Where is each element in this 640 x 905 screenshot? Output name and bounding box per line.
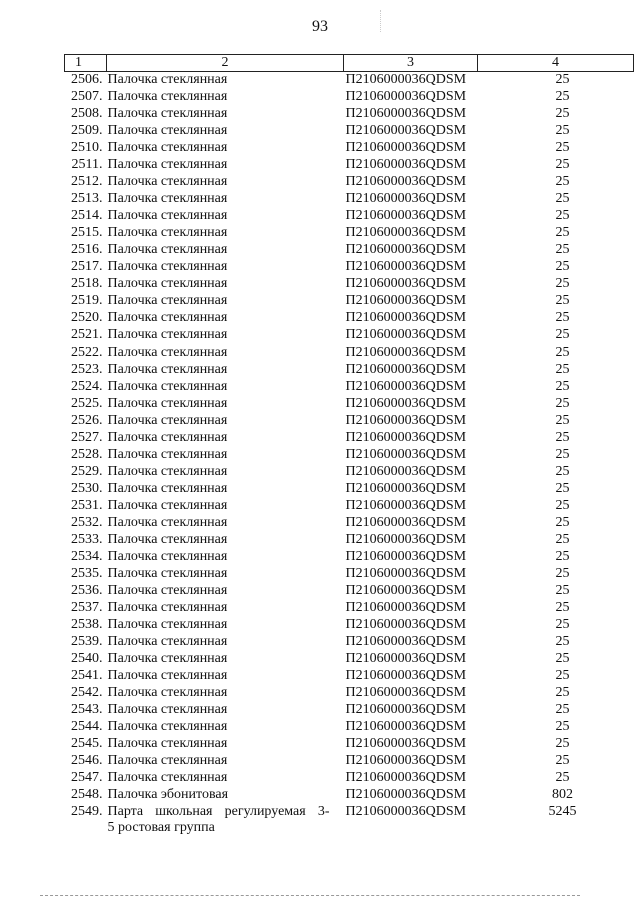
item-code: П2106000036QDSM <box>345 157 467 173</box>
row-number: 2523. <box>71 361 103 377</box>
item-code: П2106000036QDSM <box>345 106 467 122</box>
table-row <box>65 310 634 327</box>
item-name: Палочка стеклянная <box>107 651 228 667</box>
item-quantity: 25 <box>555 702 570 718</box>
item-code: П2106000036QDSM <box>345 787 467 803</box>
item-name: Палочка стеклянная <box>107 514 228 530</box>
item-quantity: 5245 <box>548 804 577 820</box>
table-row <box>65 174 634 191</box>
item-name: Палочка стеклянная <box>107 617 228 632</box>
item-quantity: 25 <box>555 565 570 581</box>
row-number: 2533. <box>71 531 103 547</box>
table-row <box>65 719 634 736</box>
item-quantity: 25 <box>555 395 570 411</box>
item-quantity: 25 <box>555 310 570 326</box>
item-name: Палочка стеклянная <box>107 702 228 718</box>
item-name: Палочка стеклянная <box>107 753 228 769</box>
item-code: П2106000036QDSM <box>345 753 467 769</box>
item-code: П2106000036QDSM <box>345 685 467 701</box>
item-name: Палочка стеклянная <box>107 276 228 292</box>
table-row <box>65 515 634 532</box>
item-code: П2106000036QDSM <box>345 242 467 258</box>
row-number: 2521. <box>71 327 103 343</box>
item-code: П2106000036QDSM <box>345 259 467 275</box>
row-number: 2513. <box>71 191 103 207</box>
table-row <box>65 549 634 566</box>
table-row <box>65 208 634 225</box>
table-row <box>65 736 634 753</box>
row-number: 2536. <box>71 582 103 598</box>
item-name: Палочка стеклянная <box>107 582 228 598</box>
item-code: П2106000036QDSM <box>345 208 467 224</box>
item-code: П2106000036QDSM <box>345 804 467 820</box>
table-row <box>65 396 634 413</box>
item-code: П2106000036QDSM <box>345 480 467 496</box>
row-number: 2512. <box>71 174 103 190</box>
item-quantity: 25 <box>555 651 570 667</box>
item-name: Палочка стеклянная <box>107 463 228 479</box>
row-number: 2545. <box>71 736 103 752</box>
item-code: П2106000036QDSM <box>345 599 467 615</box>
row-number: 2537. <box>71 599 103 615</box>
item-quantity: 25 <box>555 259 570 275</box>
row-number: 2531. <box>71 497 103 513</box>
table-row <box>65 668 634 685</box>
item-code: П2106000036QDSM <box>345 140 467 156</box>
row-number: 2519. <box>71 293 103 309</box>
item-name: Палочка стеклянная <box>107 327 228 343</box>
item-quantity: 25 <box>555 293 570 309</box>
item-code: П2106000036QDSM <box>345 310 467 326</box>
item-name: Палочка стеклянная <box>107 242 228 258</box>
table-row <box>65 89 634 106</box>
table-row <box>65 276 634 293</box>
item-name: Палочка стеклянная <box>107 634 228 650</box>
item-name: Палочка стеклянная <box>107 497 228 513</box>
item-quantity: 25 <box>555 480 570 496</box>
item-code: П2106000036QDSM <box>345 446 467 462</box>
table-row <box>65 242 634 259</box>
item-code: П2106000036QDSM <box>345 344 467 360</box>
item-code: П2106000036QDSM <box>345 651 467 667</box>
item-code: П2106000036QDSM <box>345 123 467 139</box>
table-row <box>65 685 634 702</box>
item-name: Палочка стеклянная <box>107 225 228 241</box>
table-row <box>65 293 634 310</box>
item-quantity: 25 <box>555 599 570 615</box>
row-number: 2524. <box>71 378 103 394</box>
item-quantity: 25 <box>555 548 570 564</box>
item-name: Палочка стеклянная <box>107 310 228 326</box>
row-number: 2539. <box>71 634 103 650</box>
item-quantity: 25 <box>555 514 570 530</box>
item-quantity: 25 <box>555 242 570 258</box>
item-code: П2106000036QDSM <box>345 327 467 343</box>
item-code: П2106000036QDSM <box>345 412 467 428</box>
row-number: 2507. <box>71 89 103 105</box>
table-header <box>65 55 634 72</box>
item-name: Палочка стеклянная <box>107 208 228 224</box>
row-number: 2535. <box>71 565 103 581</box>
item-quantity: 802 <box>552 787 573 803</box>
item-code: П2106000036QDSM <box>345 565 467 581</box>
table-row <box>65 430 634 447</box>
item-name: Палочка стеклянная <box>107 174 228 190</box>
row-number: 2517. <box>71 259 103 275</box>
column-header-4: 4 <box>478 55 634 72</box>
item-code: П2106000036QDSM <box>345 668 467 684</box>
item-code: П2106000036QDSM <box>345 293 467 309</box>
item-quantity: 25 <box>555 770 570 786</box>
table-row <box>65 259 634 276</box>
item-code: П2106000036QDSM <box>345 719 467 735</box>
table-row <box>65 464 634 481</box>
table-row <box>65 327 634 344</box>
item-name: Палочка стеклянная <box>107 599 228 615</box>
item-code: П2106000036QDSM <box>345 276 467 292</box>
column-header-1: 1 <box>65 55 107 72</box>
item-code: П2106000036QDSM <box>345 634 467 650</box>
table-row <box>65 804 634 838</box>
row-number: 2528. <box>71 446 103 462</box>
table-row <box>65 157 634 174</box>
item-name: Палочка стеклянная <box>107 668 228 684</box>
bottom-scan-rule <box>40 895 580 896</box>
row-number: 2511. <box>71 157 103 173</box>
table-row <box>65 566 634 583</box>
item-code: П2106000036QDSM <box>345 617 467 632</box>
table-row <box>65 583 634 600</box>
item-name: Палочка стеклянная <box>107 157 228 173</box>
table-row <box>65 225 634 242</box>
item-quantity: 25 <box>555 463 570 479</box>
column-header-3: 3 <box>344 55 478 72</box>
table-row <box>65 379 634 396</box>
item-code: П2106000036QDSM <box>345 191 467 207</box>
table-row <box>65 498 634 515</box>
table-row <box>65 413 634 430</box>
item-name: Палочка стеклянная <box>107 719 228 735</box>
row-number: 2548. <box>71 787 103 803</box>
row-number: 2543. <box>71 702 103 718</box>
item-quantity: 25 <box>555 497 570 513</box>
item-code: П2106000036QDSM <box>345 514 467 530</box>
row-number: 2525. <box>71 395 103 411</box>
row-number: 2541. <box>71 668 103 684</box>
item-quantity: 25 <box>555 753 570 769</box>
item-quantity: 25 <box>555 719 570 735</box>
item-name: Палочка стеклянная <box>107 72 228 87</box>
table-row <box>65 191 634 208</box>
table-body <box>65 72 634 839</box>
column-header-2: 2 <box>107 55 344 72</box>
row-number: 2516. <box>71 242 103 258</box>
row-number: 2547. <box>71 770 103 786</box>
table-row <box>65 72 634 90</box>
item-name: Палочка стеклянная <box>107 685 228 701</box>
item-name <box>107 804 344 838</box>
item-code: П2106000036QDSM <box>345 72 467 87</box>
row-number: 2544. <box>71 719 103 735</box>
item-code: П2106000036QDSM <box>345 395 467 411</box>
item-quantity: 25 <box>555 446 570 462</box>
item-name-line-1: Парта школьная регулируемая 3- <box>107 804 330 820</box>
item-name: Палочка стеклянная <box>107 412 228 428</box>
item-code: П2106000036QDSM <box>345 736 467 752</box>
row-number: 2508. <box>71 106 103 122</box>
item-quantity: 25 <box>555 378 570 394</box>
row-number: 2530. <box>71 480 103 496</box>
item-code: П2106000036QDSM <box>345 702 467 718</box>
table-row <box>65 481 634 498</box>
item-quantity: 25 <box>555 225 570 241</box>
item-quantity: 25 <box>555 106 570 122</box>
item-quantity: 25 <box>555 361 570 377</box>
item-name: Палочка стеклянная <box>107 565 228 581</box>
item-code: П2106000036QDSM <box>345 582 467 598</box>
item-code: П2106000036QDSM <box>345 463 467 479</box>
item-quantity: 25 <box>555 140 570 156</box>
row-number: 2532. <box>71 514 103 530</box>
table-row <box>65 140 634 157</box>
row-number: 2526. <box>71 412 103 428</box>
item-code: П2106000036QDSM <box>345 361 467 377</box>
table-row <box>65 753 634 770</box>
item-quantity: 25 <box>555 429 570 445</box>
item-name: Палочка стеклянная <box>107 140 228 156</box>
item-name: Палочка стеклянная <box>107 259 228 275</box>
item-name: Палочка стеклянная <box>107 123 228 139</box>
table-row <box>65 106 634 123</box>
table-row <box>65 651 634 668</box>
item-name: Палочка стеклянная <box>107 106 228 122</box>
row-number: 2515. <box>71 225 103 241</box>
item-quantity: 25 <box>555 327 570 343</box>
item-name: Палочка стеклянная <box>107 736 228 752</box>
page-number: 93 <box>312 18 328 35</box>
item-code: П2106000036QDSM <box>345 497 467 513</box>
item-name: Палочка стеклянная <box>107 770 228 786</box>
row-number: 2540. <box>71 651 103 667</box>
table-row <box>65 617 634 634</box>
items-table <box>64 54 634 838</box>
row-number: 2527. <box>71 429 103 445</box>
table-row <box>65 532 634 549</box>
item-quantity: 25 <box>555 72 570 87</box>
item-quantity: 25 <box>555 685 570 701</box>
item-code: П2106000036QDSM <box>345 770 467 786</box>
table-row <box>65 362 634 379</box>
item-code: П2106000036QDSM <box>345 548 467 564</box>
table-row <box>65 345 634 362</box>
item-name: Палочка стеклянная <box>107 89 228 105</box>
row-number: 2514. <box>71 208 103 224</box>
item-quantity: 25 <box>555 174 570 190</box>
item-quantity: 25 <box>555 344 570 360</box>
item-name: Палочка стеклянная <box>107 344 228 360</box>
item-quantity: 25 <box>555 617 570 632</box>
item-name: Палочка стеклянная <box>107 395 228 411</box>
item-quantity: 25 <box>555 582 570 598</box>
row-number: 2518. <box>71 276 103 292</box>
row-number: 2509. <box>71 123 103 139</box>
item-code: П2106000036QDSM <box>345 174 467 190</box>
table-row <box>65 123 634 140</box>
row-number: 2549. <box>71 804 103 820</box>
item-quantity: 25 <box>555 157 570 173</box>
item-name: Палочка стеклянная <box>107 378 228 394</box>
item-quantity: 25 <box>555 531 570 547</box>
item-quantity: 25 <box>555 634 570 650</box>
row-number: 2520. <box>71 310 103 326</box>
table-row <box>65 447 634 464</box>
row-number: 2522. <box>71 344 103 360</box>
row-number: 2506. <box>71 72 103 87</box>
item-name: Палочка стеклянная <box>107 429 228 445</box>
table-row <box>65 702 634 719</box>
item-quantity: 25 <box>555 208 570 224</box>
item-name: Палочка стеклянная <box>107 191 228 207</box>
row-number: 2546. <box>71 753 103 769</box>
row-number: 2510. <box>71 140 103 156</box>
item-name: Палочка стеклянная <box>107 548 228 564</box>
item-code: П2106000036QDSM <box>345 531 467 547</box>
row-number: 2529. <box>71 463 103 479</box>
item-quantity: 25 <box>555 736 570 752</box>
item-name: Палочка эбонитовая <box>107 787 229 803</box>
table-row <box>65 770 634 787</box>
item-quantity: 25 <box>555 276 570 292</box>
table-row <box>65 634 634 651</box>
table-row <box>65 787 634 804</box>
item-name-line-2: 5 ростовая группа <box>107 820 215 836</box>
item-quantity: 25 <box>555 412 570 428</box>
item-code: П2106000036QDSM <box>345 89 467 105</box>
item-name: Палочка стеклянная <box>107 480 228 496</box>
row-number: 2538. <box>71 617 103 632</box>
item-name: Палочка стеклянная <box>107 446 228 462</box>
item-code: П2106000036QDSM <box>345 225 467 241</box>
item-quantity: 25 <box>555 123 570 139</box>
item-quantity: 25 <box>555 668 570 684</box>
item-quantity: 25 <box>555 191 570 207</box>
table-row <box>65 600 634 617</box>
item-quantity: 25 <box>555 89 570 105</box>
item-code: П2106000036QDSM <box>345 429 467 445</box>
item-name: Палочка стеклянная <box>107 531 228 547</box>
item-name: Палочка стеклянная <box>107 293 228 309</box>
row-number: 2534. <box>71 548 103 564</box>
row-number: 2542. <box>71 685 103 701</box>
item-code: П2106000036QDSM <box>345 378 467 394</box>
item-name: Палочка стеклянная <box>107 361 228 377</box>
